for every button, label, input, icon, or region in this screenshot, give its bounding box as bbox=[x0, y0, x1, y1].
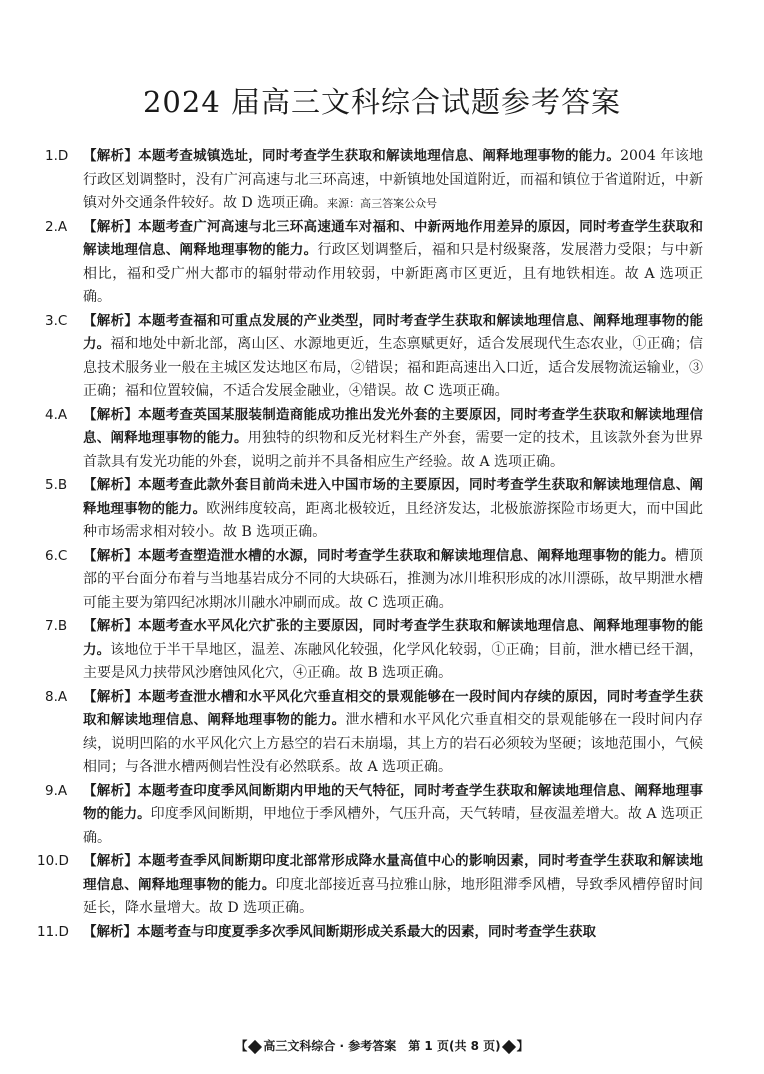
footer-text: 高三文科综合 · 参考答案 第 1 页(共 8 页) bbox=[263, 1039, 501, 1053]
analysis-text: 泄水槽和水平风化穴垂直相交的景观能够在一段时间内存续，说明凹陷的水平风化穴上方悬空的岩石未崩塌，其上方的岩石必须较为坚硬；该地范围小，气候相同；与各泄水槽两侧岩性没有必然联系。故 A 选项正确。 bbox=[83, 712, 704, 775]
analysis-tag: 【解析】 bbox=[83, 618, 139, 634]
answer-item bbox=[45, 545, 704, 616]
footer-right-bracket: 】 bbox=[516, 1039, 529, 1053]
analysis-tag: 【解析】 bbox=[83, 148, 139, 164]
answer-item bbox=[45, 216, 704, 310]
analysis-lead: 本题考查塑造泄水槽的水源，同时考查学生获取和解读地理信息、阐释地理事物的能力。 bbox=[138, 547, 675, 564]
analysis-tag: 【解析】 bbox=[83, 853, 139, 869]
answer-body bbox=[67, 686, 703, 780]
answer-number: 7.B bbox=[45, 618, 68, 634]
analysis-lead: 本题考查季风间断期印度北部常形成降水量高值中心的影响因素，同时考查学生获取和解读地理信息、阐释地理事物的能力。 bbox=[83, 853, 704, 893]
analysis-text: 欧洲纬度较高，距离北极较近，且经济发达，北极旅游探险市场更大，而中国此种市场需求相对较小。故 B 选项正确。 bbox=[83, 500, 704, 540]
answer-body bbox=[67, 850, 703, 921]
analysis-tag: 【解析】 bbox=[83, 923, 137, 940]
analysis-text: 福和地处中新北部，离山区、水源地更近，生态禀赋更好，适合发展现代生态农业，①正确；信息技术服务业一般在主城区发达地区布局，②错误；福和距高速出入口近，适合发展物流运输业，③正确；福和位置较偏，不适合发展金融业，④错误。故 C 选项正确。 bbox=[83, 336, 703, 399]
answer-body bbox=[67, 474, 703, 545]
answer-item bbox=[37, 850, 704, 921]
analysis-tag: 【解析】 bbox=[83, 547, 139, 564]
answer-body bbox=[67, 545, 703, 616]
analysis-lead: 本题考查福和可重点发展的产业类型，同时考查学生获取和解读地理信息、阐释地理事物的能力。 bbox=[83, 312, 704, 352]
analysis-lead: 本题考查印度季风间断期内甲地的天气特征，同时考查学生获取和解读地理信息、阐释地理事物的能力。 bbox=[83, 782, 704, 822]
answer-body bbox=[67, 216, 703, 310]
answer-item bbox=[45, 145, 704, 216]
answer-item bbox=[45, 474, 704, 545]
answer-number: 10.D bbox=[37, 853, 69, 869]
answer-number: 2.A bbox=[45, 218, 68, 235]
analysis-lead: 本题考查水平风化穴扩张的主要原因，同时考查学生获取和解读地理信息、阐释地理事物的能力。 bbox=[83, 618, 704, 658]
answer-number: 3.C bbox=[45, 312, 68, 329]
analysis-lead: 本题考查城镇选址，同时考查学生获取和解读地理信息、阐释地理事物的能力。 bbox=[138, 148, 621, 164]
analysis-tag: 【解析】 bbox=[83, 782, 139, 799]
answer-body bbox=[67, 615, 703, 686]
answer-item bbox=[45, 404, 704, 475]
analysis-tag: 【解析】 bbox=[83, 688, 139, 705]
page-footer bbox=[0, 1037, 764, 1054]
answer-item bbox=[45, 615, 704, 686]
answer-number: 4.A bbox=[45, 406, 68, 423]
answer-body bbox=[67, 310, 703, 404]
answer-item bbox=[37, 921, 703, 945]
analysis-text: 行政区划调整后，福和只是村级聚落，发展潜力受限；与中新相比，福和受广州大都市的辐射带动作用较弱，中新距离市区更近，且有地铁相连。故 A 选项正确。 bbox=[83, 242, 704, 305]
analysis-text: 该地位于半干旱地区，温差、冻融风化较强，化学风化较弱，①正确；目前，泄水槽已经干涸，主要是风力挟带风沙磨蚀风化穴，④正确。故 B 选项正确。 bbox=[83, 641, 703, 681]
diamond-icon bbox=[248, 1039, 262, 1053]
analysis-lead: 本题考查此款外套目前尚未进入中国市场的主要原因，同时考查学生获取和解读地理信息、阐释地理事物的能力。 bbox=[83, 477, 704, 517]
analysis-text: 印度北部接近喜马拉雅山脉，地形阻滞季风槽，导致季风槽停留时间延长，降水量增大。故 D 选项正确。 bbox=[83, 876, 704, 916]
analysis-text: 印度季风间断期，甲地位于季风槽外，气压升高，天气转晴，昼夜温差增大。故 A 选项正确。 bbox=[83, 806, 703, 846]
answer-item bbox=[45, 780, 704, 851]
analysis-lead: 本题考查广河高速与北三环高速通车对福和、中新两地作用差异的原因，同时考查学生获取和解读地理信息、阐释地理事物的能力。 bbox=[83, 218, 704, 258]
analysis-text: 槽顶部的平台面分布着与当地基岩成分不同的大块砾石，推测为冰川堆积形成的冰川漂砾，故早期泄水槽可能主要为第四纪冰期冰川融水冲刷而成。故 C 选项正确。 bbox=[83, 547, 704, 611]
answer-number: 9.A bbox=[45, 782, 68, 799]
source-note: 来源：高三答案公众号 bbox=[327, 197, 438, 210]
answer-list bbox=[0, 145, 764, 944]
answer-body bbox=[67, 780, 703, 851]
answer-body bbox=[67, 921, 703, 945]
answer-number: 6.C bbox=[45, 547, 68, 564]
analysis-lead: 本题考查英国某服装制造商能成功推出发光外套的主要原因，同时考查学生获取和解读地理信息、阐释地理事物的能力。 bbox=[83, 406, 704, 446]
analysis-text: 用独特的织物和反光材料生产外套，需要一定的技术，且该款外套为世界首款具有发光功能的外套，说明之前并不具备相应生产经验。故 A 选项正确。 bbox=[83, 430, 704, 470]
footer-left-bracket: 【 bbox=[235, 1039, 248, 1053]
analysis-lead: 本题考查与印度夏季多次季风间断期形成关系最大的因素，同时考查学生获取 bbox=[137, 923, 596, 940]
analysis-text: 2004 年该地行政区划调整时，没有广河高速与北三环高速，中新镇地处国道附近，而福和镇位于省道附近，中新镇对外交通条件较好。故 D 选项正确。 bbox=[83, 148, 704, 211]
answer-number: 1.D bbox=[45, 148, 69, 164]
answer-item bbox=[45, 686, 704, 780]
answer-item bbox=[45, 310, 704, 404]
diamond-icon bbox=[502, 1039, 516, 1053]
answer-number: 11.D bbox=[37, 923, 69, 940]
answer-number: 8.A bbox=[45, 688, 68, 705]
analysis-tag: 【解析】 bbox=[83, 477, 139, 493]
analysis-tag: 【解析】 bbox=[83, 406, 139, 423]
analysis-tag: 【解析】 bbox=[83, 218, 139, 235]
page-title: 2024 届高三文科综合试题参考答案 bbox=[142, 85, 622, 119]
analysis-lead: 本题考查泄水槽和水平风化穴垂直相交的景观能够在一段时间内存续的原因，同时考查学生获取和解读地理信息、阐释地理事物的能力。 bbox=[83, 688, 704, 728]
analysis-tag: 【解析】 bbox=[83, 312, 139, 329]
answer-body bbox=[67, 145, 703, 216]
answer-body bbox=[67, 404, 703, 475]
answer-number: 5.B bbox=[45, 477, 68, 493]
